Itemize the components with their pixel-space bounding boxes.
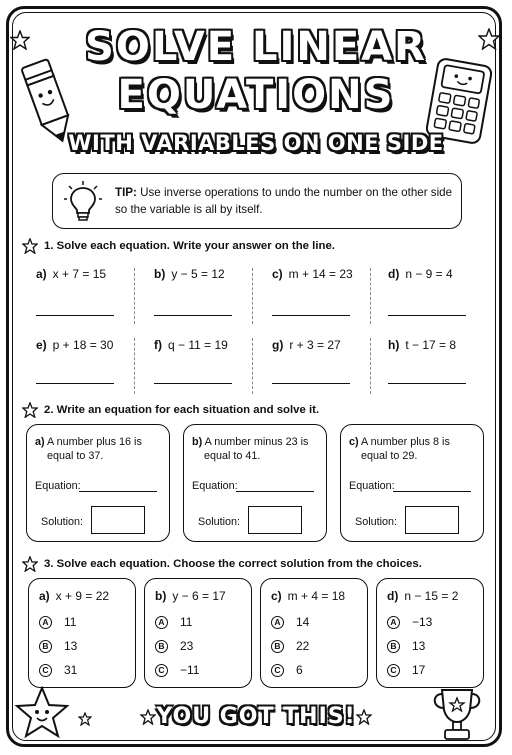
problem-line: equal to 41. — [204, 450, 261, 462]
solution-label: Solution: — [41, 516, 84, 528]
option-value: 11 — [64, 615, 77, 629]
word-problem-text — [192, 435, 332, 463]
option-b[interactable] — [155, 639, 193, 653]
choice-equation — [39, 589, 109, 603]
option-b[interactable] — [39, 639, 77, 653]
tip-body: Use inverse operations to undo the number on the other side so the variable is all by itself. — [115, 186, 453, 216]
word-problem-b — [183, 424, 327, 542]
equation-text: p + 18 = 30 — [52, 338, 114, 352]
trophy-icon — [428, 684, 486, 744]
equation-g — [272, 338, 341, 352]
column-divider — [134, 268, 135, 324]
option-b[interactable] — [387, 639, 425, 653]
solution-label: Solution: — [355, 516, 398, 528]
solution-box[interactable] — [91, 506, 145, 534]
choice-problem-a — [28, 578, 136, 688]
item-letter: e) — [36, 338, 47, 352]
equation-a — [36, 267, 106, 281]
star-icon — [22, 402, 38, 418]
word-problem-text — [35, 435, 175, 463]
column-divider — [370, 338, 371, 394]
option-value: 6 — [296, 663, 303, 677]
problem-line: equal to 29. — [361, 450, 418, 462]
item-letter: b) — [155, 589, 167, 603]
option-a[interactable] — [155, 615, 192, 629]
column-divider — [134, 338, 135, 394]
option-circle-icon[interactable]: C — [271, 664, 284, 677]
equation-line[interactable] — [79, 491, 157, 492]
option-a[interactable] — [39, 615, 76, 629]
problem-line: equal to 37. — [47, 450, 104, 462]
option-circle-icon[interactable]: B — [271, 640, 284, 653]
answer-line-c[interactable] — [272, 315, 350, 316]
section3-heading-text: 3. Solve each equation. Choose the correct solution from the choices. — [44, 558, 422, 570]
solution-box[interactable] — [248, 506, 302, 534]
equation-h — [388, 338, 456, 352]
equation-f — [154, 338, 228, 352]
title-line-1: SOLVE LINEAR — [85, 24, 427, 70]
item-letter: c) — [349, 436, 359, 448]
choice-equation — [155, 589, 226, 603]
answer-line-g[interactable] — [272, 383, 350, 384]
equation-c — [272, 267, 353, 281]
section2-heading — [22, 402, 319, 418]
section3-heading — [22, 556, 422, 572]
option-c[interactable] — [39, 663, 77, 677]
equation-e — [36, 338, 113, 352]
equation-text: y − 6 = 17 — [172, 589, 226, 603]
option-value: −13 — [412, 615, 433, 629]
item-letter: h) — [388, 338, 400, 352]
title-line-2: EQUATIONS — [117, 72, 395, 118]
answer-line-a[interactable] — [36, 315, 114, 316]
item-letter: b) — [154, 267, 166, 281]
equation-text: q − 11 = 19 — [168, 338, 228, 352]
section1-heading-text: 1. Solve each equation. Write your answer on the line. — [44, 240, 335, 252]
option-circle-icon[interactable]: B — [387, 640, 400, 653]
problem-line: A number plus 8 is — [361, 436, 450, 448]
equation-line[interactable] — [393, 491, 471, 492]
option-circle-icon[interactable]: B — [39, 640, 52, 653]
item-letter: f) — [154, 338, 162, 352]
column-divider — [252, 268, 253, 324]
option-value: 23 — [180, 639, 194, 653]
option-value: 14 — [296, 615, 310, 629]
equation-text: n − 15 = 2 — [404, 589, 459, 603]
item-letter: c) — [272, 267, 283, 281]
item-letter: d) — [387, 589, 399, 603]
option-circle-icon[interactable]: A — [271, 616, 284, 629]
word-problem-a — [26, 424, 170, 542]
tip-text — [115, 184, 455, 218]
item-letter: g) — [272, 338, 284, 352]
option-b[interactable] — [271, 639, 309, 653]
solution-box[interactable] — [405, 506, 459, 534]
item-letter: b) — [192, 436, 203, 448]
item-letter: a) — [35, 436, 45, 448]
column-divider — [252, 338, 253, 394]
equation-text: y − 5 = 12 — [171, 267, 225, 281]
choice-problem-b — [144, 578, 252, 688]
equation-text: x + 7 = 15 — [52, 267, 107, 281]
choice-equation — [387, 589, 458, 603]
option-circle-icon[interactable]: C — [39, 664, 52, 677]
option-c[interactable] — [271, 663, 303, 677]
answer-line-e[interactable] — [36, 383, 114, 384]
option-a[interactable] — [387, 615, 432, 629]
item-letter: a) — [39, 589, 50, 603]
subtitle: WITH VARIABLES ON ONE SIDE — [68, 131, 444, 155]
equation-text: x + 9 = 22 — [55, 589, 110, 603]
section1-heading — [22, 238, 335, 254]
tip-box — [52, 173, 462, 229]
problem-line: A number plus 16 is — [47, 436, 142, 448]
item-letter: c) — [271, 589, 282, 603]
solution-label: Solution: — [198, 516, 241, 528]
word-problem-c — [340, 424, 484, 542]
footer-message: YOU GOT THIS! — [156, 704, 356, 729]
equation-text: n − 9 = 4 — [405, 267, 453, 281]
answer-line-h[interactable] — [388, 383, 466, 384]
option-c[interactable] — [155, 663, 199, 677]
option-circle-icon[interactable]: C — [387, 664, 400, 677]
choice-problem-c — [260, 578, 368, 688]
answer-line-b[interactable] — [154, 315, 232, 316]
option-value: 17 — [412, 663, 426, 677]
option-value: 13 — [64, 639, 78, 653]
equation-text: t − 17 = 8 — [405, 338, 457, 352]
column-divider — [370, 268, 371, 324]
equation-text: m + 4 = 18 — [287, 589, 346, 603]
star-icon — [22, 556, 38, 572]
answer-line-f[interactable] — [154, 383, 232, 384]
option-value: 13 — [412, 639, 426, 653]
choice-equation — [271, 589, 345, 603]
word-problem-text — [349, 435, 489, 463]
option-a[interactable] — [271, 615, 309, 629]
equation-label: Equation: — [192, 480, 238, 492]
equation-b — [154, 267, 225, 281]
section2-heading-text: 2. Write an equation for each situation and solve it. — [44, 404, 320, 416]
tip-label: TIP: — [115, 186, 137, 199]
equation-label: Equation: — [349, 480, 395, 492]
option-circle-icon[interactable]: B — [155, 640, 168, 653]
equation-d — [388, 267, 453, 281]
equation-label: Equation: — [35, 480, 81, 492]
option-value: 31 — [64, 663, 78, 677]
equation-text: r + 3 = 27 — [289, 338, 341, 352]
option-value: 22 — [296, 639, 310, 653]
item-letter: d) — [388, 267, 400, 281]
choice-problem-d — [376, 578, 484, 688]
option-circle-icon[interactable]: A — [39, 616, 52, 629]
option-circle-icon[interactable]: A — [387, 616, 400, 629]
problem-line: A number minus 23 is — [204, 436, 309, 448]
answer-line-d[interactable] — [388, 315, 466, 316]
equation-text: m + 14 = 23 — [288, 267, 353, 281]
equation-line[interactable] — [236, 491, 314, 492]
option-circle-icon[interactable]: A — [155, 616, 168, 629]
option-c[interactable] — [387, 663, 425, 677]
option-value: 11 — [180, 615, 193, 629]
item-letter: a) — [36, 267, 47, 281]
option-circle-icon[interactable]: C — [155, 664, 168, 677]
option-value: −11 — [180, 663, 200, 677]
lightbulb-icon — [63, 180, 103, 224]
star-icon — [22, 238, 38, 254]
